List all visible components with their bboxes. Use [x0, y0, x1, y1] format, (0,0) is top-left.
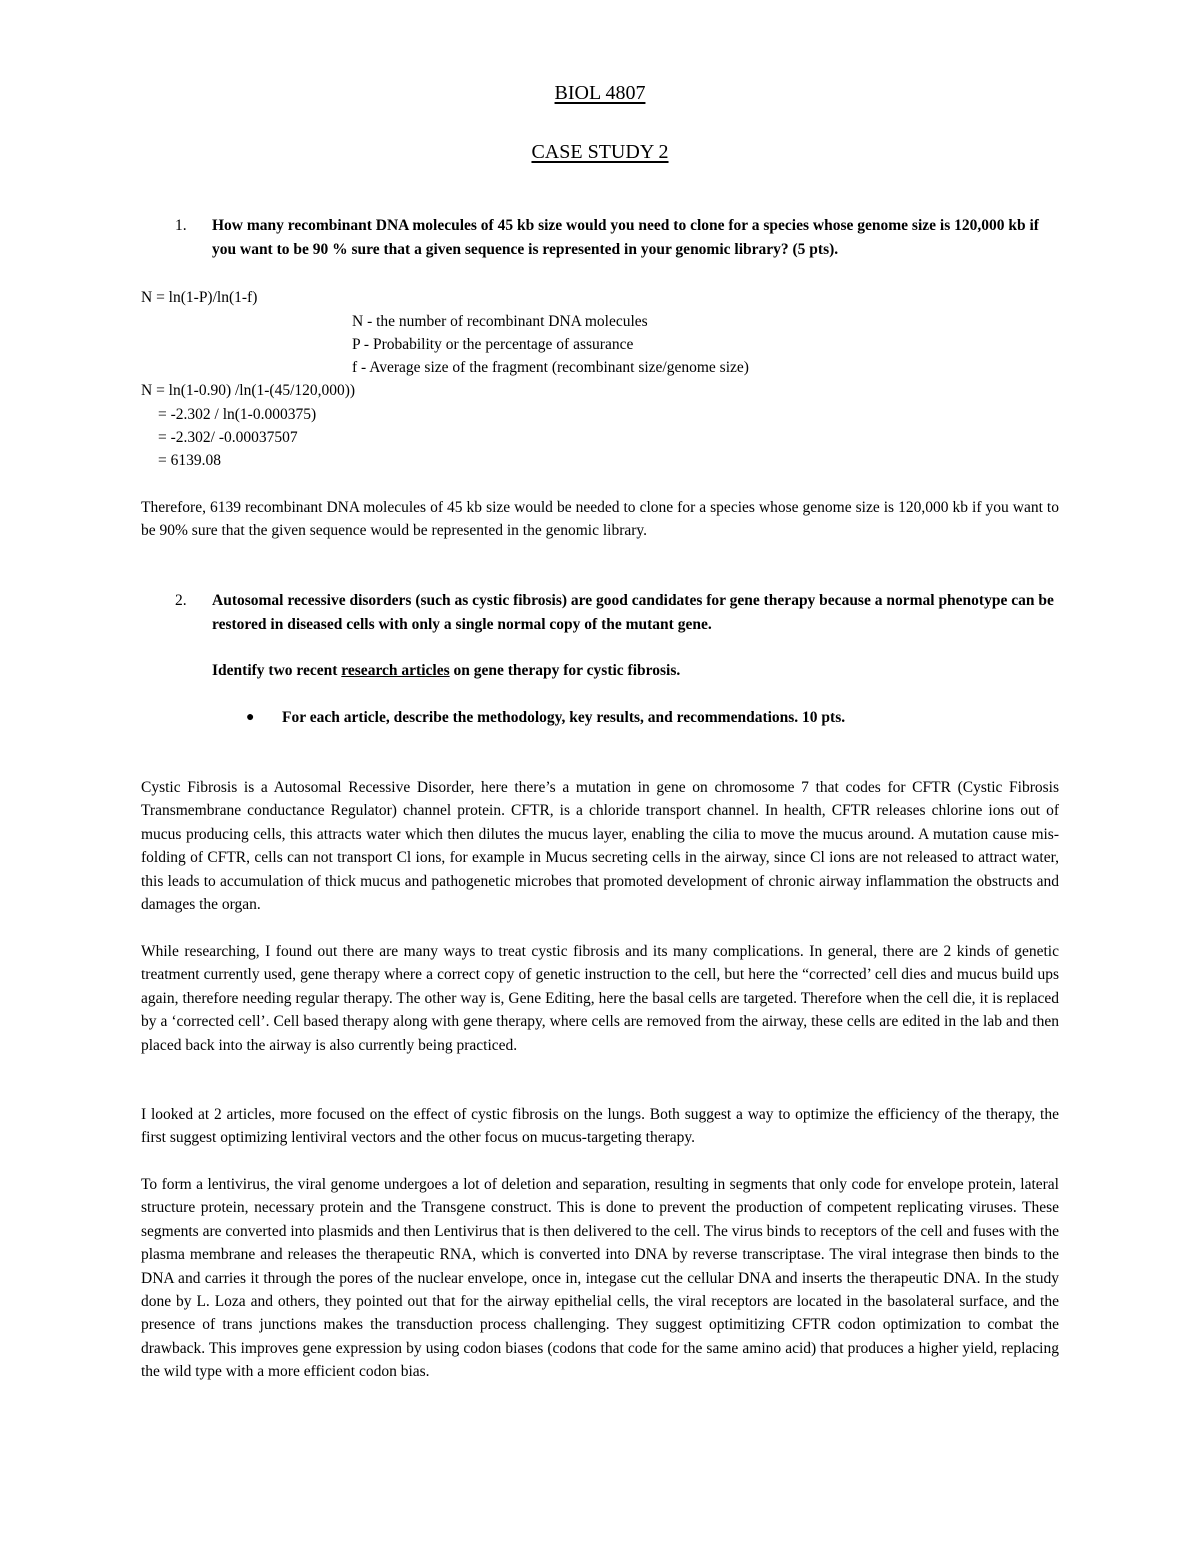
identify-prefix: Identify two recent: [212, 662, 342, 679]
formula-def-n: N - the number of recombinant DNA molecules: [352, 313, 648, 330]
body-paragraph-4: To form a lentivirus, the viral genome undergoes a lot of deletion and separation, resulting in segments that only code for envelope protein, lateral structure protein, necessary protein and the Transgene construct. This is done to prevent the production of competent replicating viruses. These segments are converted into plasmids and then Lentivirus that is then delivered to the cell. The virus binds to receptors of the cell and fuses with the plasma membrane and releases the therapeutic RNA, which is converted into DNA by reverse transcriptase. The viral integrase then binds to the DNA and carries it through the pores of the nuclear envelope, once in, integase cut the cellular DNA and inserts the therapeutic DNA. In the study done by L. Loza and others, they pointed out that for the airway epithelial cells, the viral receptors are located in the basolateral surface, and the presence of trans junctions makes the transduction process challenging. They suggest optimitizing CFTR codon optimization to combat the drawback. This improves gene expression by using codon biases (codons that code for the same amino acid) that produces a higher yield, replacing the wild type with a more efficient codon bias.: [141, 1176, 1059, 1381]
body-paragraph-3: I looked at 2 articles, more focused on the effect of cystic fibrosis on the lungs. Both suggest a way to optimize the efficiency of the therapy, the first suggest optimizing lentiviral vectors and the other focus on mucus-targeting therapy.: [141, 1106, 1059, 1147]
body-paragraph-1: Cystic Fibrosis is a Autosomal Recessive Disorder, here there’s a mutation in gene on chromosome 7 that codes for CFTR (Cystic Fibrosis Transmembrane conductance Regulator) channel protein. CFTR, is a chloride transport channel. In health, CFTR releases chlorine ions out of mucus producing cells, this attracts water which then dilutes the mucus layer, enabling the cilia to move the mucus around. A mutation cause mis-folding of CFTR, cells can not transport Cl ions, for example in Mucus secreting cells in the airway, since Cl ions are not released to attract water, this leads to accumulation of thick mucus and pathogenetic microbes that promoted development of chronic airway inflammation the obstructs and damages the organ.: [141, 779, 1059, 914]
answer-1-paragraph: Therefore, 6139 recombinant DNA molecules of 45 kb size would be needed to clone for a species whose genome size is 120,000 kb if you want to be 90% sure that the given sequence would be represented in the genomic library.: [141, 499, 1059, 540]
question-2-bullet-text: For each article, describe the methodology, key results, and recommendations. 10 pts.: [282, 709, 846, 726]
case-study-title: CASE STUDY 2: [531, 141, 669, 163]
formula-step-4: = 6139.08: [158, 452, 221, 469]
course-title: BIOL 4807: [554, 82, 646, 104]
identify-suffix: on gene therapy for cystic fibrosis.: [449, 662, 681, 679]
formula-step-2: = -2.302 / ln(1-0.000375): [158, 406, 317, 423]
question-2-text: Autosomal recessive disorders (such as cystic fibrosis) are good candidates for gene therapy because a normal phenotype can be restored in diseased cells with only a single normal copy of the mutant gene.: [212, 592, 1054, 633]
question-1-number: 1.: [175, 217, 187, 234]
question-2-number: 2.: [175, 592, 187, 609]
formula-general: N = ln(1-P)/ln(1-f): [141, 289, 258, 306]
question-1-text: How many recombinant DNA molecules of 45 kb size would you need to clone for a species whose genome size is 120,000 kb if you want to be 90 % sure that a given sequence is represented in your genomic library? (5 pts).: [212, 217, 1039, 258]
formula-def-p: P - Probability or the percentage of assurance: [352, 336, 634, 353]
body-paragraph-2: While researching, I found out there are many ways to treat cystic fibrosis and its many complications. In general, there are 2 kinds of genetic treatment currently used, gene therapy where a correct copy of genetic instruction to the cell, but here the “corrected’ cell dies and mucus build ups again, therefore needing regular therapy. The other way is, Gene Editing, here the basal cells are targeted. Therefore when the cell die, it is replaced by a ‘corrected cell’. Cell based therapy along with gene therapy, where cells are removed from the airway, these cells are edited in the lab and then placed back into the airway is also currently being practiced.: [141, 943, 1059, 1054]
formula-step-3: = -2.302/ -0.00037507: [158, 429, 298, 446]
bullet-icon: ●: [246, 710, 255, 725]
formula-step-1: N = ln(1-0.90) /ln(1-(45/120,000)): [141, 382, 356, 399]
question-2-identify: [212, 659, 1060, 683]
formula-def-f: f - Average size of the fragment (recombinant size/genome size): [352, 359, 749, 376]
research-articles-link[interactable]: research articles: [341, 662, 450, 679]
